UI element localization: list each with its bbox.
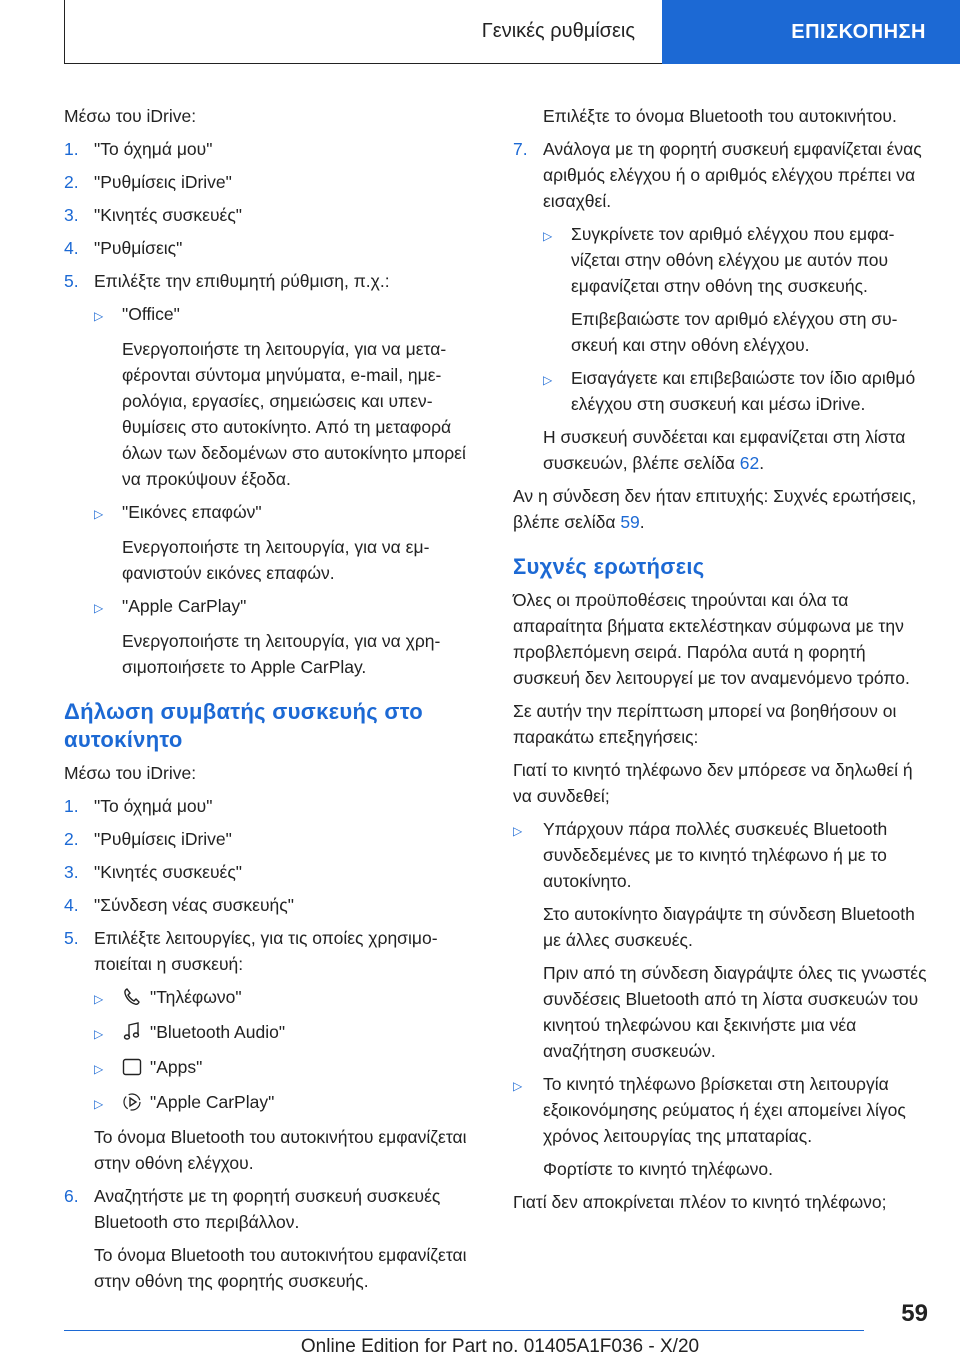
step-text: "Το όχημά μου" (94, 139, 213, 159)
select-bluetooth-name: Επιλέξτε το όνομα Bluetooth του αυτοκινήτου. (543, 106, 897, 126)
answer-1 (513, 816, 933, 894)
function-bluetooth-audio (94, 1019, 484, 1047)
arrow-icon: ▷ (513, 1079, 523, 1093)
arrow-icon: ▷ (543, 229, 553, 243)
page-link-62[interactable]: 62 (739, 453, 760, 473)
step-3 (64, 859, 484, 885)
function-phone (94, 984, 484, 1012)
step-number: 2. (64, 829, 79, 849)
step-text: Ανάλογα με τη φορητή συσκευή εμφανίζεται ένας αριθμός ελέγχου ή ο αριθμός ελέγχου πρέπει να εισαχθεί. (543, 139, 922, 211)
arrow-icon: ▷ (94, 507, 104, 521)
step-text: "Κινητές συσκευές" (94, 205, 243, 225)
step-number: 1. (64, 139, 79, 159)
step-number: 3. (64, 205, 79, 225)
arrow-icon: ▷ (94, 1027, 104, 1041)
step-2 (64, 826, 484, 852)
step-1 (64, 136, 484, 162)
section-title: Γενικές ρυθμίσεις (481, 20, 635, 42)
option-title: "Office" (122, 304, 180, 324)
step-1 (64, 793, 484, 819)
step-text: "Κινητές συσκευές" (94, 862, 243, 882)
answer-1-step-b: Πριν από τη σύνδεση διαγράψτε όλες τις γνωστές συνδέσεις Bluetooth από τη λίστα συσκευών του κινητού τηλεφώνου και ξεκινήστε μια νέα αναζήτηση συσκευών. (543, 963, 927, 1061)
step-3 (64, 202, 484, 228)
option-description: Ενεργοποιήστε τη λειτουργία, για να χρησιμοποιήσετε το Apple CarPlay. (122, 631, 441, 677)
fail-text: Αν η σύνδεση δεν ήταν επιτυχής: Συχνές ερωτήσεις, βλέπε σελίδα (513, 486, 917, 532)
step-number: 3. (64, 862, 79, 882)
footer-divider (64, 1330, 864, 1331)
arrow-icon: ▷ (94, 992, 104, 1006)
step-5 (64, 268, 484, 294)
intro-text: Μέσω του iDrive: (64, 106, 197, 126)
right-column (513, 103, 933, 1222)
music-note-icon (122, 1022, 142, 1042)
punctuation: . (639, 512, 645, 532)
arrow-icon: ▷ (94, 309, 104, 323)
step-text: Επιλέξτε την επιθυμητή ρύθμιση, π.χ.: (94, 271, 390, 291)
bullet-enter (543, 365, 933, 417)
step-number: 7. (513, 139, 528, 159)
chapter-tab[interactable]: ΕΠΙΣΚΟΠΗΣΗ (662, 0, 960, 64)
page-number: 59 (901, 1300, 928, 1327)
option-title: "Εικόνες επαφών" (122, 502, 262, 522)
options-list (64, 301, 484, 680)
answer-text: Υπάρχουν πάρα πολλές συσκευές Bluetooth συνδεδεμένες με το κινητό τηλέφωνο ή με το αυτοκίνητο. (543, 819, 888, 891)
edition-footer: Online Edition for Part no. 01405A1F036 - X/20 (300, 1336, 700, 1357)
step-number: 6. (64, 1186, 79, 1206)
answer-2-step: Φορτίστε το κινητό τηλέφωνο. (543, 1159, 774, 1179)
arrow-icon: ▷ (94, 601, 104, 615)
step-text: "Ρυθμίσεις iDrive" (94, 829, 232, 849)
function-label: "Apps" (150, 1057, 203, 1077)
answer-text: Το κινητό τηλέφωνο βρίσκεται στη λειτουργία εξοικονόμησης ρεύματος ή έχει απομείνει λίγος χρόνος λειτουργίας της μπαταρίας. (543, 1074, 906, 1146)
connected-note (543, 424, 933, 476)
step-number: 1. (64, 796, 79, 816)
faq-intro: Όλες οι προϋποθέσεις τηρούνται και όλα τα απαραίτητα βήματα εκτελέστηκαν σύμφωνα με την προβλεπόμενη σειρά. Παρόλα αυτά η φορητή συσκευή δεν λειτουργεί με τον αναμενόμενο τρόπο. (513, 590, 910, 688)
carplay-icon (122, 1092, 142, 1112)
arrow-icon: ▷ (513, 824, 523, 838)
connected-text: Η συσκευή συνδέεται και εμφανίζεται στη λίστα συσκευών, βλέπε σελίδα (543, 427, 906, 473)
option-item (94, 499, 484, 527)
steps-list-register (64, 793, 484, 977)
bullet-text: Συγκρίνετε τον αριθμό ελέγχου που εμφανίζεται στην οθόνη ελέγχου με αυτόν που εμφανίζεται στην οθόνη της συσκευής. (571, 224, 895, 296)
step-number: 5. (64, 928, 79, 948)
step-number: 5. (64, 271, 79, 291)
page-link-59[interactable]: 59 (620, 512, 640, 532)
intro-text-2: Μέσω του iDrive: (64, 763, 197, 783)
bluetooth-name-portable-note: Το όνομα Bluetooth του αυτοκινήτου εμφανίζεται στην οθόνη της φορητής συσκευής. (94, 1245, 467, 1291)
step-text: "Το όχημά μου" (94, 796, 213, 816)
step-text: Επιλέξτε λειτουργίες, για τις οποίες χρησιμοποιείται η συσκευή: (94, 928, 438, 974)
steps-list-settings (64, 136, 484, 294)
step-4 (64, 892, 484, 918)
option-item (94, 301, 484, 329)
fail-note (513, 483, 933, 535)
phone-icon (122, 987, 142, 1007)
bullet-text: Εισαγάγετε και επιβεβαιώστε τον ίδιο αριθμό ελέγχου στη συσκευή και μέσω iDrive. (571, 368, 916, 414)
bullet-compare (543, 221, 933, 299)
question-2: Γιατί δεν αποκρίνεται πλέον το κινητό τηλέφωνο; (513, 1192, 887, 1212)
function-label: "Bluetooth Audio" (150, 1022, 286, 1042)
answer-2 (513, 1071, 933, 1149)
arrow-icon: ▷ (94, 1062, 104, 1076)
bluetooth-name-note: Το όνομα Bluetooth του αυτοκινήτου εμφανίζεται στην οθόνη ελέγχου. (94, 1127, 467, 1173)
step-text: "Ρυθμίσεις iDrive" (94, 172, 232, 192)
option-description: Ενεργοποιήστε τη λειτουργία, για να μεταφέρονται σύντομα μηνύματα, e-mail, ημερολόγια, εργασίες, σημειώσεις και υπενθυμίσεις στο αυτοκίνητο. Από τη μεταφορά όλων των δεδομένων στο αυτοκίνητο μπορεί να προκύψουν έξοδα. (122, 339, 466, 489)
punctuation: . (759, 453, 765, 473)
option-item (94, 593, 484, 621)
arrow-icon: ▷ (543, 373, 553, 387)
answer-1-step-a: Στο αυτοκίνητο διαγράψτε τη σύνδεση Bluetooth με άλλες συσκευές. (543, 904, 915, 950)
confirm-text: Επιβεβαιώστε τον αριθμό ελέγχου στη συσκευή και στην οθόνη ελέγχου. (571, 309, 898, 355)
step-7 (513, 136, 933, 214)
option-description: Ενεργοποιήστε τη λειτουργία, για να εμφανιστούν εικόνες επαφών. (122, 537, 430, 583)
step-number: 2. (64, 172, 79, 192)
function-label: "Τηλέφωνο" (150, 987, 242, 1007)
option-title: "Apple CarPlay" (122, 596, 247, 616)
function-label: "Apple CarPlay" (150, 1092, 275, 1112)
step-5 (64, 925, 484, 977)
heading-faq: Συχνές ερωτήσεις (513, 554, 705, 579)
step-text: Αναζητήστε με τη φορητή συσκευή συσκευές Bluetooth στο περιβάλλον. (94, 1186, 441, 1232)
left-column (64, 103, 484, 1301)
apps-icon (122, 1057, 142, 1077)
step-text: "Σύνδεση νέας συσκευής" (94, 895, 294, 915)
step-6 (64, 1183, 484, 1235)
step-number: 4. (64, 238, 79, 258)
faq-explanations: Σε αυτήν την περίπτωση μπορεί να βοηθήσουν οι παρακάτω επεξηγήσεις: (513, 701, 897, 747)
step-2 (64, 169, 484, 195)
function-carplay (94, 1089, 484, 1117)
step-text: "Ρυθμίσεις" (94, 238, 183, 258)
heading-register-device: Δήλωση συμβατής συσκευής στο αυτοκίνητο (64, 699, 423, 752)
function-apps (94, 1054, 484, 1082)
step-4 (64, 235, 484, 261)
question-1: Γιατί το κινητό τηλέφωνο δεν μπόρεσε να δηλωθεί ή να συνδεθεί; (513, 760, 913, 806)
step-number: 4. (64, 895, 79, 915)
arrow-icon: ▷ (94, 1097, 104, 1111)
